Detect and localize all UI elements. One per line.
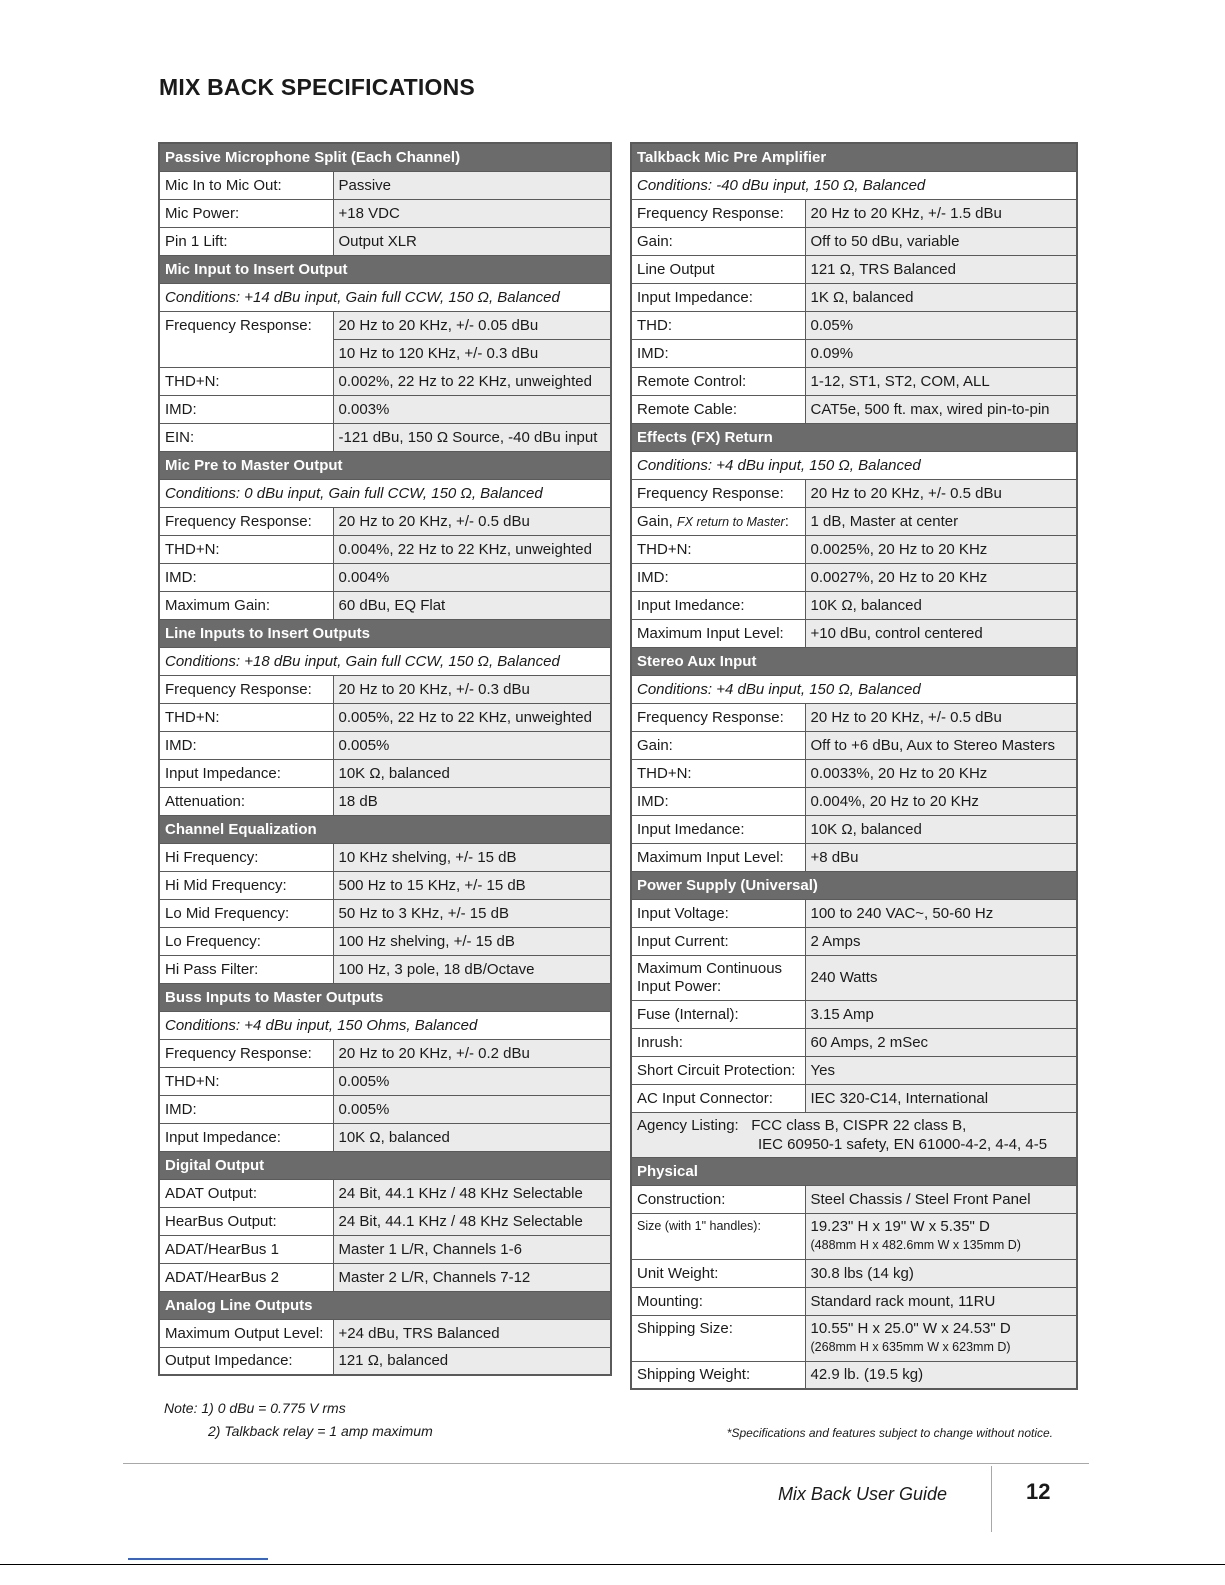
- page-bottom-border: [0, 1564, 1225, 1565]
- spec-row: Input Impedance: 1K Ω, balanced: [631, 283, 1077, 311]
- spec-row: Line Output 121 Ω, TRS Balanced: [631, 255, 1077, 283]
- section-header: Analog Line Outputs: [159, 1291, 611, 1319]
- spec-row: Fuse (Internal): 3.15 Amp: [631, 1000, 1077, 1028]
- section-header: Passive Microphone Split (Each Channel): [159, 143, 611, 171]
- spec-row: Frequency Response: 20 Hz to 20 KHz, +/- 0.3 dBu: [159, 675, 611, 703]
- spec-row: Mic Power: +18 VDC: [159, 199, 611, 227]
- spec-row: Pin 1 Lift: Output XLR: [159, 227, 611, 255]
- disclaimer: *Specifications and features subject to change without notice.: [726, 1426, 1053, 1440]
- spec-row: Frequency Response: 20 Hz to 20 KHz, +/- 0.5 dBu: [159, 507, 611, 535]
- spec-row: IMD: 0.005%: [159, 1095, 611, 1123]
- section-header: Mic Input to Insert Output: [159, 255, 611, 283]
- section-header: Line Inputs to Insert Outputs: [159, 619, 611, 647]
- spec-row: Gain: Off to 50 dBu, variable: [631, 227, 1077, 255]
- spec-row: Unit Weight: 30.8 lbs (14 kg): [631, 1259, 1077, 1287]
- spec-row: Remote Cable: CAT5e, 500 ft. max, wired pin-to-pin: [631, 395, 1077, 423]
- spec-row: ADAT/HearBus 2 Master 2 L/R, Channels 7-12: [159, 1263, 611, 1291]
- spec-row: THD+N: 0.005%: [159, 1067, 611, 1095]
- page-number: 12: [1026, 1479, 1051, 1504]
- footer-rule: [123, 1463, 1089, 1464]
- spec-row: Maximum Input Level: +8 dBu: [631, 843, 1077, 871]
- spec-row: Gain, FX return to Master: 1 dB, Master at center: [631, 507, 1077, 535]
- spec-row: Input Current: 2 Amps: [631, 927, 1077, 955]
- conditions-row: Conditions: +4 dBu input, 150 Ohms, Balanced: [159, 1011, 611, 1039]
- spec-row: Maximum Gain: 60 dBu, EQ Flat: [159, 591, 611, 619]
- note-2: 2) Talkback relay = 1 amp maximum: [208, 1423, 433, 1439]
- spec-row: Hi Frequency: 10 KHz shelving, +/- 15 dB: [159, 843, 611, 871]
- section-header: Mic Pre to Master Output: [159, 451, 611, 479]
- spec-row: Frequency Response: 20 Hz to 20 KHz, +/- 0.05 dBu: [159, 311, 611, 339]
- spec-row: Lo Frequency: 100 Hz shelving, +/- 15 dB: [159, 927, 611, 955]
- spec-row: ADAT/HearBus 1 Master 1 L/R, Channels 1-6: [159, 1235, 611, 1263]
- spec-row: Mic In to Mic Out: Passive: [159, 171, 611, 199]
- spec-row: IMD: 0.09%: [631, 339, 1077, 367]
- spec-row: Frequency Response: 20 Hz to 20 KHz, +/- 0.5 dBu: [631, 479, 1077, 507]
- conditions-row: Conditions: +14 dBu input, Gain full CCW, 150 Ω, Balanced: [159, 283, 611, 311]
- conditions-row: Conditions: +4 dBu input, 150 Ω, Balanced: [631, 451, 1077, 479]
- spec-row: Inrush: 60 Amps, 2 mSec: [631, 1028, 1077, 1056]
- spec-row: Remote Control: 1-12, ST1, ST2, COM, ALL: [631, 367, 1077, 395]
- spec-row: Input Impedance: 10K Ω, balanced: [159, 759, 611, 787]
- conditions-row: Conditions: 0 dBu input, Gain full CCW, 150 Ω, Balanced: [159, 479, 611, 507]
- section-header: Effects (FX) Return: [631, 423, 1077, 451]
- section-header: Power Supply (Universal): [631, 871, 1077, 899]
- footer-divider: [991, 1466, 992, 1532]
- conditions-row: Conditions: -40 dBu input, 150 Ω, Balanced: [631, 171, 1077, 199]
- spec-row: Maximum Output Level: +24 dBu, TRS Balanced: [159, 1319, 611, 1347]
- section-header: Digital Output: [159, 1151, 611, 1179]
- section-header: Buss Inputs to Master Outputs: [159, 983, 611, 1011]
- spec-row: Input Imedance: 10K Ω, balanced: [631, 591, 1077, 619]
- spec-row: Shipping Size: 10.55" H x 25.0" W x 24.53" D (268mm H x 635mm W x 623mm D): [631, 1315, 1077, 1361]
- note-1: Note: 1) 0 dBu = 0.775 V rms: [164, 1400, 346, 1416]
- spec-row: Input Voltage: 100 to 240 VAC~, 50-60 Hz: [631, 899, 1077, 927]
- spec-row: Hi Pass Filter: 100 Hz, 3 pole, 18 dB/Octave: [159, 955, 611, 983]
- spec-row: Input Imedance: 10K Ω, balanced: [631, 815, 1077, 843]
- spec-row: Short Circuit Protection: Yes: [631, 1056, 1077, 1084]
- spec-row: Size (with 1" handles): 19.23" H x 19" W x 5.35" D (488mm H x 482.6mm W x 135mm D): [631, 1213, 1077, 1259]
- spec-row: THD: 0.05%: [631, 311, 1077, 339]
- conditions-row: Conditions: +4 dBu input, 150 Ω, Balanced: [631, 675, 1077, 703]
- spec-row: Output Impedance: 121 Ω, balanced: [159, 1347, 611, 1375]
- spec-row: Attenuation: 18 dB: [159, 787, 611, 815]
- spec-row: Frequency Response: 20 Hz to 20 KHz, +/- 1.5 dBu: [631, 199, 1077, 227]
- spec-row: Lo Mid Frequency: 50 Hz to 3 KHz, +/- 15 dB: [159, 899, 611, 927]
- spec-row: IMD: 0.004%, 20 Hz to 20 KHz: [631, 787, 1077, 815]
- footer-guide-title: Mix Back User Guide: [777, 1484, 947, 1504]
- spec-row: Gain: Off to +6 dBu, Aux to Stereo Masters: [631, 731, 1077, 759]
- spec-row: THD+N: 0.004%, 22 Hz to 22 KHz, unweighted: [159, 535, 611, 563]
- conditions-row: Conditions: +18 dBu input, Gain full CCW, 150 Ω, Balanced: [159, 647, 611, 675]
- spec-row: IMD: 0.0027%, 20 Hz to 20 KHz: [631, 563, 1077, 591]
- spec-row: THD+N: 0.0025%, 20 Hz to 20 KHz: [631, 535, 1077, 563]
- spec-row: THD+N: 0.002%, 22 Hz to 22 KHz, unweighted: [159, 367, 611, 395]
- section-header: Stereo Aux Input: [631, 647, 1077, 675]
- spec-row: HearBus Output: 24 Bit, 44.1 KHz / 48 KHz Selectable: [159, 1207, 611, 1235]
- spec-row: ADAT Output: 24 Bit, 44.1 KHz / 48 KHz Selectable: [159, 1179, 611, 1207]
- spec-row: THD+N: 0.005%, 22 Hz to 22 KHz, unweighted: [159, 703, 611, 731]
- spec-row: Input Impedance: 10K Ω, balanced: [159, 1123, 611, 1151]
- agency-listing-row: Agency Listing: FCC class B, CISPR 22 class B, IEC 60950-1 safety, EN 61000-4-2, 4-4, 4-5: [631, 1112, 1077, 1157]
- right-spec-table: [630, 142, 1078, 1390]
- section-header: Physical: [631, 1157, 1077, 1185]
- bottom-link-underline: [128, 1558, 268, 1560]
- spec-row: Frequency Response: 20 Hz to 20 KHz, +/- 0.2 dBu: [159, 1039, 611, 1067]
- spec-row: Construction: Steel Chassis / Steel Front Panel: [631, 1185, 1077, 1213]
- spec-row: AC Input Connector: IEC 320-C14, International: [631, 1084, 1077, 1112]
- notes: [164, 1397, 433, 1443]
- left-spec-table: [158, 142, 612, 1376]
- section-header: Talkback Mic Pre Amplifier: [631, 143, 1077, 171]
- spec-row: Frequency Response: 20 Hz to 20 KHz, +/- 0.5 dBu: [631, 703, 1077, 731]
- spec-row: IMD: 0.003%: [159, 395, 611, 423]
- spec-row: 10 Hz to 120 KHz, +/- 0.3 dBu: [159, 339, 611, 367]
- spec-row: Maximum Input Level: +10 dBu, control centered: [631, 619, 1077, 647]
- page-title: MIX BACK SPECIFICATIONS: [159, 74, 475, 100]
- spec-row: IMD: 0.005%: [159, 731, 611, 759]
- spec-row: EIN: -121 dBu, 150 Ω Source, -40 dBu input: [159, 423, 611, 451]
- spec-row: Maximum Continuous Input Power: 240 Watts: [631, 955, 1077, 1000]
- spec-row: Shipping Weight: 42.9 lb. (19.5 kg): [631, 1361, 1077, 1389]
- spec-row: Hi Mid Frequency: 500 Hz to 15 KHz, +/- 15 dB: [159, 871, 611, 899]
- spec-row: IMD: 0.004%: [159, 563, 611, 591]
- section-header: Channel Equalization: [159, 815, 611, 843]
- spec-row: Mounting: Standard rack mount, 11RU: [631, 1287, 1077, 1315]
- spec-row: THD+N: 0.0033%, 20 Hz to 20 KHz: [631, 759, 1077, 787]
